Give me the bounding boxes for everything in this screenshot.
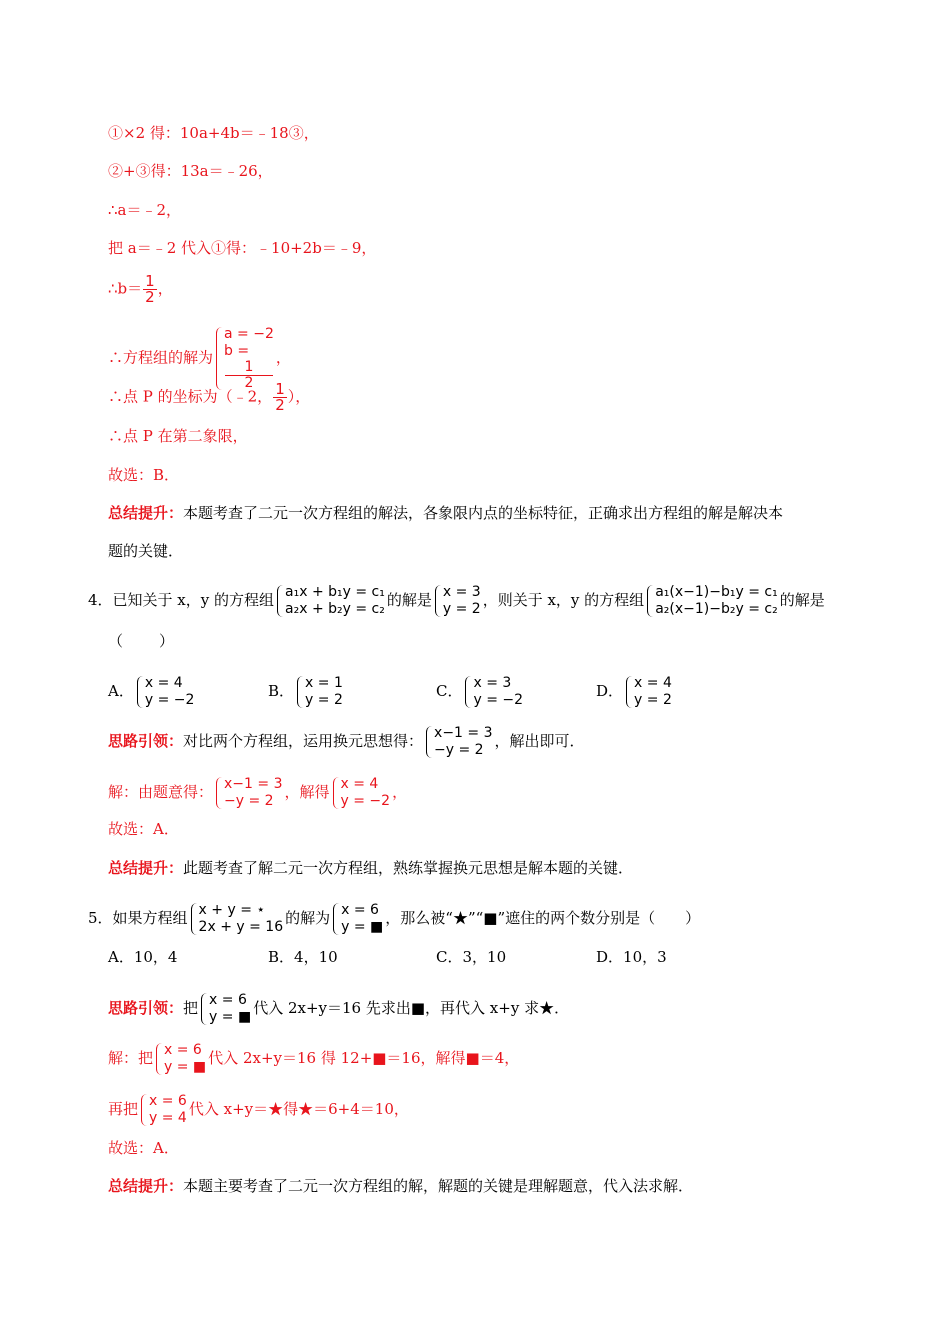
option-system xyxy=(625,675,672,709)
system-eq-2: y = 4 xyxy=(149,1110,187,1126)
system-eq-1: x−1 = 3 xyxy=(224,776,283,792)
option-label: B． xyxy=(268,682,295,700)
system-eq-1: x + y = ⋆ xyxy=(198,902,266,918)
coordinate-prefix: ∴点 P 的坐标为（﹣2， xyxy=(108,387,273,406)
solution-step-1: ①×2 得：10a+4b＝﹣18③， xyxy=(108,124,319,142)
q5-option-c[interactable] xyxy=(436,946,506,968)
solution-system xyxy=(140,1093,187,1127)
question-4-stem xyxy=(88,584,870,618)
q5-stem-c: ，那么被“★”“■”遮住的两个数分别是（ ） xyxy=(385,909,701,927)
hint-label: 思路引领： xyxy=(108,999,184,1017)
system-eq-1: x = 3 xyxy=(473,675,512,691)
system-eq-1: x = 1 xyxy=(305,675,343,691)
summary-label: 总结提升： xyxy=(108,504,184,522)
answer-line: 故选：B． xyxy=(108,466,180,484)
system-eq-2-lhs: b = xyxy=(224,343,250,359)
solution-suffix: ， xyxy=(392,783,408,801)
fraction-numerator: 1 xyxy=(145,272,155,290)
option-system xyxy=(296,675,343,709)
system-eq-1: x = 4 xyxy=(340,776,379,792)
hint-text: 对比两个方程组，运用换元思想得： xyxy=(183,732,424,750)
option-label: C． xyxy=(436,682,463,700)
system-eq-2: y = ■ xyxy=(164,1059,207,1075)
solution-step-7 xyxy=(108,382,870,413)
summary-text: 本题考查了二元一次方程组的解法，各象限内点的坐标特征，正确求出方程组的解是解决本 xyxy=(183,504,784,522)
q5-option-b[interactable] xyxy=(268,946,338,968)
hint-label: 思路引领： xyxy=(108,732,184,750)
q4-stem-d: 的解是 xyxy=(779,591,825,609)
system-eq-1: a = −2 xyxy=(224,326,274,342)
system-solution-suffix: ， xyxy=(275,348,291,367)
solution-system xyxy=(155,1042,206,1076)
fraction-one-half xyxy=(143,274,157,305)
solution-text: 代入 x+y＝★得★＝6+4＝10， xyxy=(188,1100,409,1118)
fraction-denominator: 2 xyxy=(244,375,254,391)
option-text: 3，10 xyxy=(462,948,507,966)
b-value-suffix: ， xyxy=(157,279,173,298)
summary-label: 总结提升： xyxy=(108,1177,184,1195)
q5-stem-b: 的解为 xyxy=(285,909,331,927)
hint-system xyxy=(200,992,251,1026)
hint-text: 代入 2x+y＝16 先求出■，再代入 x+y 求★． xyxy=(253,999,570,1017)
system-eq-1: x−1 = 3 xyxy=(434,725,493,741)
option-system xyxy=(136,675,195,709)
system-eq-1: x = 6 xyxy=(341,902,379,918)
option-label: D． xyxy=(596,682,624,700)
q4-option-d[interactable] xyxy=(596,675,674,709)
hint-tail: ，解出即可． xyxy=(494,732,585,750)
system-eq-1: a₁(x−1)−b₁y = c₁ xyxy=(655,584,778,600)
fraction-numerator: 1 xyxy=(275,380,285,398)
fraction-numerator: 1 xyxy=(225,360,273,376)
q5-system-1 xyxy=(190,902,284,936)
option-label: D． xyxy=(596,948,624,966)
q4-option-a[interactable] xyxy=(108,675,196,709)
summary-text: 本题主要考查了二元一次方程组的解，解题的关键是理解题意，代入法求解． xyxy=(183,1177,694,1195)
solution-step-4: 把 a＝﹣2 代入①得：﹣10+2b＝﹣9， xyxy=(108,239,377,257)
system-eq-2: y = 2 xyxy=(442,601,481,617)
q4-answer: 故选：A． xyxy=(108,820,179,838)
option-label: C． xyxy=(436,948,463,966)
solution-pre: 再把 xyxy=(108,1100,139,1118)
q5-option-a[interactable] xyxy=(108,946,177,968)
system-eq-2: y = ■ xyxy=(209,1009,252,1025)
summary-label: 总结提升： xyxy=(108,859,184,877)
b-value-prefix: ∴b＝ xyxy=(108,279,143,298)
system-eq-1: x = 6 xyxy=(209,992,247,1008)
system-eq-1: x = 3 xyxy=(442,584,481,600)
summary-line xyxy=(108,502,870,524)
system-eq-2: y = 2 xyxy=(305,692,343,708)
system-eq-2: −y = 2 xyxy=(434,742,484,758)
solution-step-2: ②+③得：13a＝﹣26， xyxy=(108,162,273,180)
q4-stem-a: 4．已知关于 x，y 的方程组 xyxy=(88,591,275,609)
q5-summary xyxy=(108,1175,870,1197)
system-eq-2: y = −2 xyxy=(473,692,524,708)
solution-pre: 解：把 xyxy=(108,1049,154,1067)
system-eq-1: a₁x + b₁y = c₁ xyxy=(285,584,385,600)
q5-solution-2 xyxy=(108,1093,870,1127)
option-system xyxy=(464,675,523,709)
hint-system xyxy=(425,725,492,759)
solution-step-8: ∴点 P 在第二象限， xyxy=(108,427,248,445)
option-label: B． xyxy=(268,948,295,966)
q4-option-c[interactable] xyxy=(436,675,525,709)
q4-solution xyxy=(108,776,870,810)
fraction-one-half xyxy=(273,382,287,413)
system-eq-2: −y = 2 xyxy=(224,793,274,809)
system-eq-2: 2x + y = 16 xyxy=(198,919,284,935)
q4-option-b[interactable] xyxy=(268,675,345,709)
q5-answer: 故选：A． xyxy=(108,1139,179,1157)
q4-system-2 xyxy=(434,584,481,618)
solution-text: 代入 2x+y＝16 得 12+■＝16，解得■＝4， xyxy=(208,1049,520,1067)
summary-line-cont: 题的关键． xyxy=(108,542,184,560)
coordinate-suffix: ）， xyxy=(287,387,311,406)
solution-mid: ，解得 xyxy=(284,783,330,801)
q4-stem-c: ，则关于 x，y 的方程组 xyxy=(482,591,645,609)
option-text: 4，10 xyxy=(294,948,338,966)
solution-system xyxy=(215,776,282,810)
q5-hint xyxy=(108,992,870,1026)
question-5-stem xyxy=(88,902,870,936)
q5-system-2 xyxy=(332,902,383,936)
fraction-denominator: 2 xyxy=(145,288,155,306)
system-eq-1: x = 4 xyxy=(144,675,183,691)
solution-result-system xyxy=(332,776,391,810)
option-label: A． xyxy=(108,682,134,700)
hint-pre: 把 xyxy=(183,999,199,1017)
system-solution-prefix: ∴方程组的解为 xyxy=(108,348,214,367)
system-eq-2: y = −2 xyxy=(340,793,391,809)
q4-summary xyxy=(108,857,870,879)
q4-system-1 xyxy=(276,584,385,618)
q4-system-3 xyxy=(646,584,778,618)
system-eq-2: a₂x + b₂y = c₂ xyxy=(285,601,385,617)
system-eq-2: a₂(x−1)−b₂y = c₂ xyxy=(655,601,778,617)
option-text: 10，3 xyxy=(623,948,667,966)
solution-step-5 xyxy=(108,274,870,305)
option-label: A． xyxy=(108,948,134,966)
q5-stem-a: 5．如果方程组 xyxy=(88,909,188,927)
q4-stem-b: 的解是 xyxy=(386,591,432,609)
system-eq-1: x = 4 xyxy=(634,675,672,691)
system-eq-2: y = ■ xyxy=(341,919,384,935)
solution-prefix: 解：由题意得： xyxy=(108,783,214,801)
system-eq-2: y = 2 xyxy=(634,692,672,708)
option-text: 10，4 xyxy=(133,948,178,966)
system-eq-2: y = −2 xyxy=(144,692,195,708)
q4-answer-paren: （ ） xyxy=(108,632,177,650)
q5-solution-1 xyxy=(108,1042,870,1076)
fraction-denominator: 2 xyxy=(275,396,285,414)
solution-step-3: ∴a＝﹣2， xyxy=(108,201,182,219)
summary-text: 此题考查了解二元一次方程组，熟练掌握换元思想是解本题的关键． xyxy=(183,859,634,877)
q4-hint xyxy=(108,725,870,759)
q5-option-d[interactable] xyxy=(596,946,667,968)
system-eq-1: x = 6 xyxy=(164,1042,202,1058)
system-eq-1: x = 6 xyxy=(149,1093,187,1109)
